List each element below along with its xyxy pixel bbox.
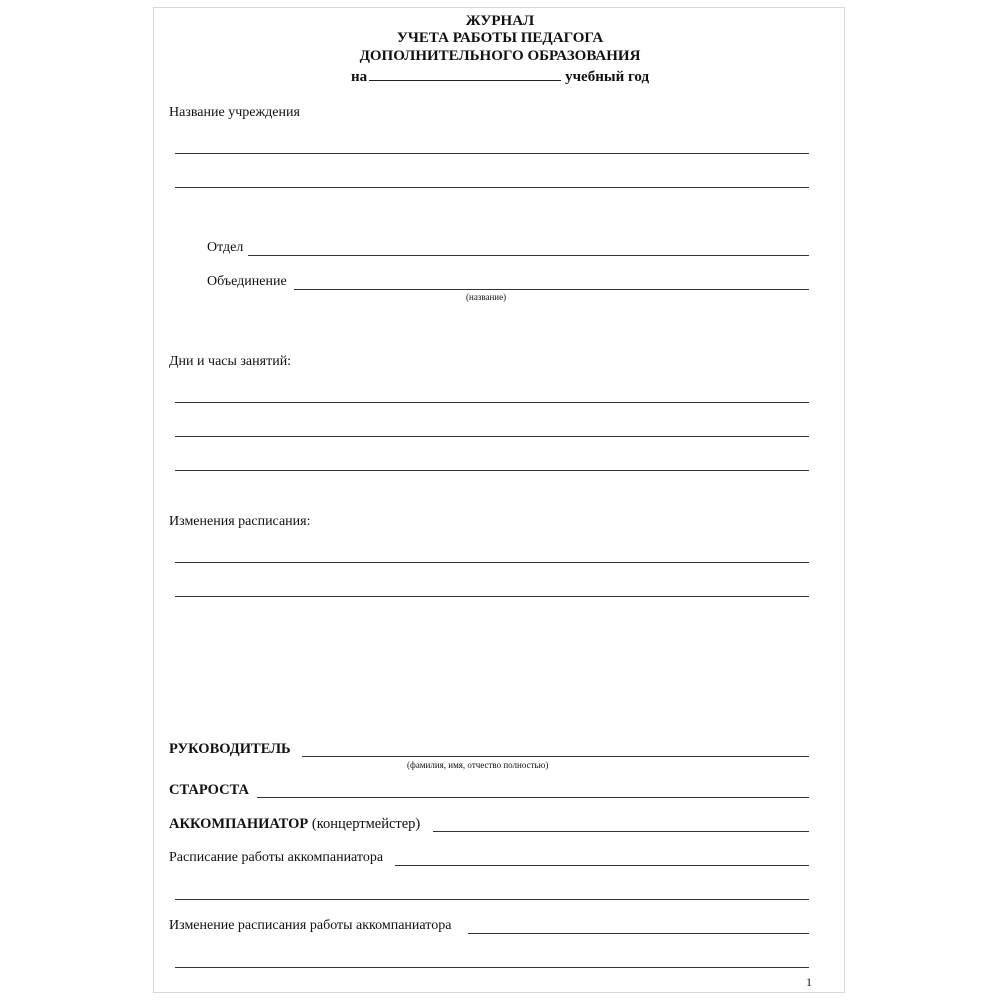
leader-label: РУКОВОДИТЕЛЬ bbox=[169, 741, 291, 757]
department-label: Отдел bbox=[207, 240, 244, 255]
accompanist-label: АККОМПАНИАТОР bbox=[169, 816, 309, 832]
schedule-field-1[interactable] bbox=[175, 402, 809, 403]
title-line-2: УЧЕТА РАБОТЫ ПЕДАГОГА bbox=[396, 30, 604, 46]
academic-year-line bbox=[154, 68, 846, 86]
accompanist-schedule-change-field-1[interactable] bbox=[468, 933, 809, 934]
year-suffix: учебный год bbox=[565, 69, 650, 85]
accompanist-schedule-field-2[interactable] bbox=[175, 899, 809, 900]
accompanist-field[interactable] bbox=[433, 831, 809, 832]
schedule-label: Дни и часы занятий: bbox=[169, 354, 292, 369]
title-line-3: ДОПОЛНИТЕЛЬНОГО ОБРАЗОВАНИЯ bbox=[359, 48, 641, 64]
accompanist-schedule-label: Расписание работы аккомпаниатора bbox=[169, 850, 384, 865]
association-hint: (название) bbox=[466, 292, 507, 302]
accompanist-label-extra: (концертмейстер) bbox=[311, 816, 421, 832]
accompanist-schedule-field-1[interactable] bbox=[395, 865, 809, 866]
year-prefix: на bbox=[350, 69, 368, 85]
leader-hint: (фамилия, имя, отчество полностью) bbox=[407, 760, 549, 770]
accompanist-label-row bbox=[169, 816, 420, 832]
academic-year-field[interactable] bbox=[369, 68, 561, 81]
schedule-changes-label: Изменения расписания: bbox=[169, 514, 311, 529]
institution-label: Название учреждения bbox=[169, 105, 300, 120]
institution-field-1[interactable] bbox=[175, 153, 809, 154]
schedule-field-3[interactable] bbox=[175, 470, 809, 471]
journal-page bbox=[153, 7, 845, 993]
association-label: Объединение bbox=[207, 274, 287, 289]
monitor-field[interactable] bbox=[257, 797, 809, 798]
monitor-label: СТАРОСТА bbox=[169, 782, 250, 798]
title-line-1: ЖУРНАЛ bbox=[465, 13, 535, 29]
accompanist-schedule-change-field-2[interactable] bbox=[175, 967, 809, 968]
schedule-changes-field-2[interactable] bbox=[175, 596, 809, 597]
department-field[interactable] bbox=[248, 255, 809, 256]
institution-field-2[interactable] bbox=[175, 187, 809, 188]
leader-field[interactable] bbox=[302, 756, 809, 757]
page-number: 1 bbox=[806, 975, 812, 989]
accompanist-schedule-change-label: Изменение расписания работы аккомпаниатора bbox=[169, 918, 452, 933]
schedule-field-2[interactable] bbox=[175, 436, 809, 437]
association-field[interactable] bbox=[294, 289, 809, 290]
schedule-changes-field-1[interactable] bbox=[175, 562, 809, 563]
